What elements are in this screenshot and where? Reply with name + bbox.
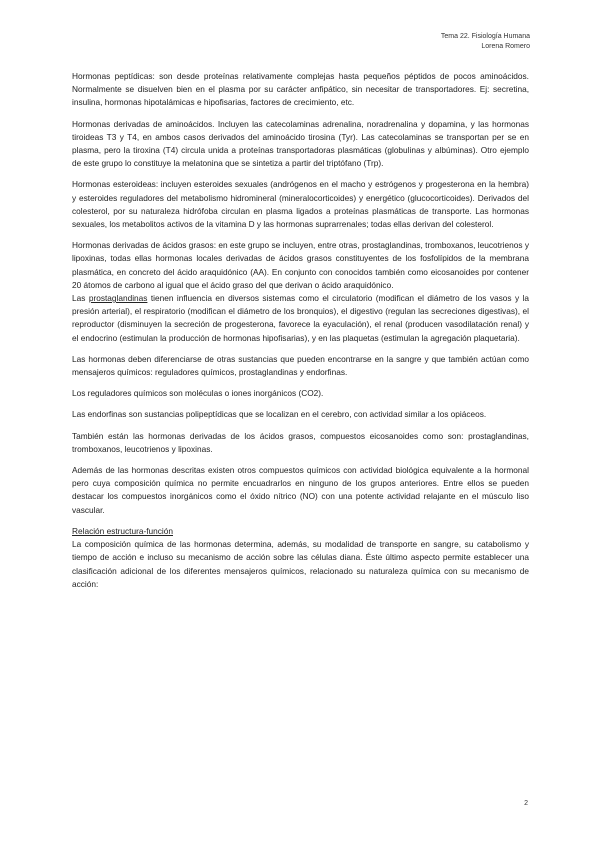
paragraph-eicosanoids: También están las hormonas derivadas de los ácidos grasos, compuestos eicosanoides como son: prostaglandinas, tromboxanos, leucotrienos y lipoxinas. bbox=[72, 430, 529, 454]
prostaglandins-term: prostaglandinas bbox=[88, 293, 148, 304]
document-body bbox=[72, 70, 529, 599]
paragraph-peptide-hormones: Hormonas peptídicas: son desde proteínas relativamente complejas hasta pequeños péptidos de pocos aminoácidos. Normalmente se disuelven bien en el plasma por su carácter anfipático, sin necesitar de transportadores. Ej: secretina, insulina, hormonas hipotalámicas e hipofisarias, factores de crecimiento, etc. bbox=[72, 71, 529, 108]
paragraph-structure-function: La composición química de las hormonas determina, además, su modalidad de transporte en sangre, su catabolismo y tiempo de acción e incluso su mecanismo de acción sobre las células diana. Éste último aspecto permite establecer una clasificación adicional de los diferentes mensajeros químicos, relacionado su naturaleza química con su mecanismo de acción: bbox=[72, 539, 529, 589]
paragraph-chemical-regulators: Los reguladores químicos son moléculas o iones inorgánicos (CO2). bbox=[72, 388, 324, 399]
paragraph-chemical-messengers: Las hormonas deben diferenciarse de otras sustancias que pueden encontrarse en la sangre y que también actúan como mensajeros químicos: reguladores químicos, prostaglandinas y endorfinas. bbox=[72, 353, 529, 378]
paragraph-steroid-hormones: Hormonas esteroideas: incluyen esteroides sexuales (andrógenos en el macho y estrógenos y progesterona en la hembra) y esteroides reguladores del metabolismo hidromineral (mineralocorticoides) y energético (glucocorticoides). Derivados del colesterol, por su naturaleza hidrófoba circulan en plasma ligados a proteínas plasmáticas de transporte. Las hormonas sexuales, los metabolitos activos de la vitamina D y las hormonas suprarrenales; todas ellas derivan del colesterol. bbox=[72, 179, 529, 230]
page-header bbox=[441, 32, 530, 52]
paragraph-other-compounds: Además de las hormonas descritas existen otros compuestos químicos con actividad biológica equivalente a la hormonal pero cuya composición química no permite encuadrarlos en ninguno de los grupos anteriores. Entre ellos se pueden destacar los compuestos inorgánicos como el óxido nítrico (NO) con una potente actividad relajante en el músculo liso vascular. bbox=[72, 465, 529, 515]
prostaglandins-text: tienen influencia en diversos sistemas como el circulatorio (modifican el diámetro de los vasos y la presión arterial), el respiratorio (modifican el diámetro de los bronquios), el digestivo (regulan las secreciones digestivas), el reproductor (disminuyen la secreción de progesterona, favorece la eyaculación), el renal (producen vasodilatación renal) y el endocrino (estimulan la producción de hormonas hipofisarias), y en las plaquetas (estimulan la agregación plaquetaria). bbox=[72, 293, 529, 343]
header-author: Lorena Romero bbox=[481, 43, 530, 50]
paragraph-endorphins: Las endorfinas son sustancias polipeptídicas que se localizan en el cerebro, con actividad similar a los opiáceos. bbox=[72, 409, 487, 420]
prostaglandins-prefix: Las bbox=[72, 293, 89, 304]
paragraph-fatty-acid-hormones: Hormonas derivadas de ácidos grasos: en este grupo se incluyen, entre otras, prostaglandinas, tromboxanos, leucotrienos y lipoxinas, todas ellas hormonas locales derivadas de ácidos grasos constituyentes de los fosfolípidos de la membrana plasmática, en concreto del ácido araquidónico (AA). En conjunto con conocidos también como eicosanoides por contener 20 átomos de carbono al igual que el ácido graso del que derivan o ácido araquidónico. bbox=[72, 240, 529, 290]
section-heading-structure-function: Relación estructura-función bbox=[72, 525, 173, 536]
page-number: 2 bbox=[524, 800, 528, 807]
paragraph-prostaglandins bbox=[72, 292, 529, 345]
header-course-title: Tema 22. Fisiología Humana bbox=[440, 33, 530, 40]
paragraph-amino-acid-hormones: Hormonas derivadas de aminoácidos. Incluyen las catecolaminas adrenalina, noradrenalina y dopamina, y las hormonas tiroideas T3 y T4, en ambos casos derivados del aminoácido tirosina (Tyr). Las catecolaminas se transportan per se en plasma, pero la tiroxina (T4) circula unida a proteínas transportadoras plasmáticas (globulinas y albúminas). Otro ejemplo de este grupo lo constituye la melatonina que se sintetiza a partir del triptófano (Trp). bbox=[72, 118, 529, 169]
